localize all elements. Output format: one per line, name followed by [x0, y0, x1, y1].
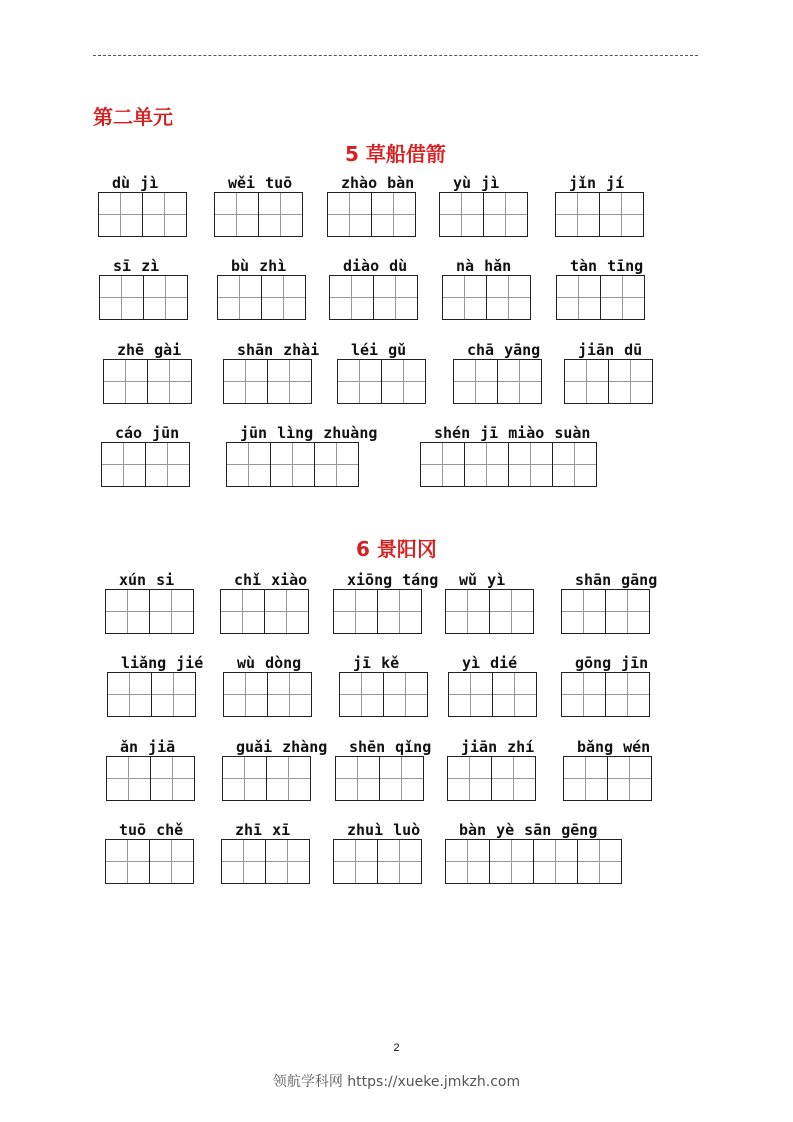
pinyin-syllable: yāng [504, 341, 541, 359]
pinyin-line [105, 571, 174, 589]
writing-cell[interactable] [486, 275, 531, 320]
writing-cell[interactable] [107, 672, 152, 717]
writing-cell[interactable] [147, 359, 192, 404]
pinyin-syllable: hǎn [484, 257, 512, 275]
tianzige-grid [103, 359, 192, 404]
pinyin-syllable: kě [381, 654, 400, 672]
pinyin-line [556, 257, 643, 275]
pinyin-syllable: gōng [575, 654, 612, 672]
pinyin-line [439, 174, 499, 192]
footer-watermark: 领航学科网 https://xueke.jmkzh.com [272, 1074, 521, 1090]
pinyin-syllable: zhuàng [323, 424, 378, 442]
lesson-title: 5 草船借箭 [345, 142, 446, 166]
tianzige-grid [335, 756, 424, 801]
pinyin-line [99, 257, 159, 275]
pinyin-line [327, 174, 414, 192]
writing-cell[interactable] [149, 589, 194, 634]
pinyin-line [220, 571, 307, 589]
writing-cell[interactable] [333, 589, 378, 634]
pinyin-syllable: suàn [554, 424, 591, 442]
writing-cell[interactable] [337, 359, 382, 404]
writing-cell[interactable] [383, 672, 428, 717]
pinyin-syllable: zhē [117, 341, 145, 359]
writing-cell[interactable] [448, 672, 493, 717]
pinyin-line [420, 424, 590, 442]
tianzige-grid [220, 589, 309, 634]
pinyin-syllable: chā [467, 341, 495, 359]
writing-cell[interactable] [105, 839, 150, 884]
pinyin-line [442, 257, 511, 275]
pinyin-line [226, 424, 377, 442]
writing-cell[interactable] [497, 359, 542, 404]
lesson-title: 6 景阳冈 [356, 537, 437, 561]
pinyin-syllable: shān [237, 341, 274, 359]
pinyin-syllable: yù [453, 174, 472, 192]
writing-cell[interactable] [265, 839, 310, 884]
writing-cell[interactable] [145, 442, 190, 487]
writing-cell[interactable] [339, 672, 384, 717]
pinyin-syllable: zhàng [282, 738, 328, 756]
writing-cell[interactable] [220, 589, 265, 634]
pinyin-syllable: gēng [561, 821, 598, 839]
pinyin-line [217, 257, 286, 275]
writing-cell[interactable] [314, 442, 359, 487]
tianzige-grid [561, 589, 650, 634]
tianzige-grid [221, 839, 310, 884]
tianzige-grid [223, 672, 312, 717]
tianzige-grid [329, 275, 418, 320]
pinyin-syllable: bàn [459, 821, 487, 839]
pinyin-line [103, 341, 181, 359]
pinyin-syllable: zhào [341, 174, 378, 192]
pinyin-line [101, 424, 179, 442]
pinyin-syllable: wù [237, 654, 256, 672]
tianzige-grid [561, 672, 650, 717]
pinyin-syllable: dié [490, 654, 518, 672]
writing-cell[interactable] [373, 275, 418, 320]
pinyin-syllable: tuō [119, 821, 147, 839]
writing-cell[interactable] [142, 192, 187, 237]
pinyin-syllable: jī [480, 424, 499, 442]
pinyin-line [561, 571, 657, 589]
pinyin-syllable: bǎng [577, 738, 614, 756]
pinyin-syllable: gāng [621, 571, 658, 589]
writing-cell[interactable] [420, 442, 465, 487]
pinyin-line [555, 174, 624, 192]
writing-cell[interactable] [379, 756, 424, 801]
pinyin-syllable: táng [402, 571, 439, 589]
tianzige-grid [453, 359, 542, 404]
pinyin-syllable: dù [389, 257, 408, 275]
pinyin-line [335, 738, 431, 756]
pinyin-line [107, 654, 203, 672]
writing-cell[interactable] [214, 192, 259, 237]
pinyin-syllable: zhī [235, 821, 263, 839]
pinyin-syllable: jiā [148, 738, 176, 756]
pinyin-syllable: lìng [277, 424, 314, 442]
tianzige-grid [563, 756, 652, 801]
writing-cell[interactable] [226, 442, 271, 487]
pinyin-syllable: zì [141, 257, 160, 275]
pinyin-syllable: jǐn [569, 174, 597, 192]
pinyin-line [561, 654, 648, 672]
pinyin-syllable: si [156, 571, 175, 589]
pinyin-line [98, 174, 158, 192]
writing-cell[interactable] [381, 359, 426, 404]
top-dashed-rule [93, 55, 698, 56]
pinyin-syllable: léi [351, 341, 379, 359]
pinyin-syllable: chǐ [234, 571, 262, 589]
pinyin-syllable: zhuì [347, 821, 384, 839]
pinyin-line [453, 341, 540, 359]
pinyin-syllable: jīn [621, 654, 649, 672]
pinyin-syllable: zhài [283, 341, 320, 359]
writing-cell[interactable] [222, 756, 267, 801]
pinyin-syllable: dū [624, 341, 643, 359]
writing-cell[interactable] [217, 275, 262, 320]
writing-cell[interactable] [453, 359, 498, 404]
pinyin-line [223, 654, 301, 672]
pinyin-line [563, 738, 650, 756]
writing-cell[interactable] [267, 359, 312, 404]
tianzige-grid [105, 839, 194, 884]
pinyin-line [337, 341, 406, 359]
writing-cell[interactable] [533, 839, 578, 884]
page-number: 2 [393, 1042, 400, 1054]
pinyin-syllable: nà [456, 257, 475, 275]
pinyin-syllable: jūn [240, 424, 268, 442]
writing-cell[interactable] [377, 839, 422, 884]
pinyin-line [214, 174, 292, 192]
pinyin-syllable: jì [481, 174, 500, 192]
pinyin-syllable: sān [524, 821, 552, 839]
writing-cell[interactable] [491, 756, 536, 801]
writing-cell[interactable] [564, 359, 609, 404]
pinyin-syllable: jūn [152, 424, 180, 442]
pinyin-line [339, 654, 399, 672]
pinyin-syllable: xiào [271, 571, 308, 589]
writing-cell[interactable] [99, 275, 144, 320]
pinyin-syllable: yè [496, 821, 515, 839]
pinyin-line [329, 257, 407, 275]
tianzige-grid [564, 359, 653, 404]
writing-cell[interactable] [270, 442, 315, 487]
writing-cell[interactable] [605, 672, 650, 717]
tianzige-grid [439, 192, 528, 237]
writing-cell[interactable] [264, 589, 309, 634]
tianzige-grid [107, 672, 196, 717]
pinyin-syllable: zhí [507, 738, 535, 756]
pinyin-syllable: liǎng [121, 654, 167, 672]
writing-cell[interactable] [149, 839, 194, 884]
writing-cell[interactable] [555, 192, 600, 237]
pinyin-line [333, 821, 420, 839]
pinyin-line [106, 738, 175, 756]
pinyin-line [222, 738, 327, 756]
pinyin-line [223, 341, 319, 359]
pinyin-syllable: cáo [115, 424, 143, 442]
writing-cell[interactable] [577, 839, 622, 884]
writing-cell[interactable] [221, 839, 266, 884]
pinyin-line [105, 821, 183, 839]
writing-cell[interactable] [105, 589, 150, 634]
pinyin-syllable: dù [112, 174, 131, 192]
tianzige-grid [327, 192, 416, 237]
tianzige-grid [339, 672, 428, 717]
pinyin-syllable: wén [623, 738, 651, 756]
tianzige-grid [101, 442, 190, 487]
writing-cell[interactable] [492, 672, 537, 717]
pinyin-syllable: bàn [387, 174, 415, 192]
pinyin-syllable: gǔ [388, 341, 407, 359]
pinyin-syllable: tuō [265, 174, 293, 192]
writing-cell[interactable] [556, 275, 601, 320]
writing-cell[interactable] [106, 756, 151, 801]
pinyin-syllable: yì [462, 654, 481, 672]
writing-cell[interactable] [600, 275, 645, 320]
writing-cell[interactable] [329, 275, 374, 320]
writing-cell[interactable] [563, 756, 608, 801]
pinyin-syllable: jì [140, 174, 159, 192]
tianzige-grid [99, 275, 188, 320]
writing-cell[interactable] [445, 589, 490, 634]
writing-cell[interactable] [371, 192, 416, 237]
pinyin-syllable: tīng [607, 257, 644, 275]
pinyin-syllable: jiān [578, 341, 615, 359]
writing-cell[interactable] [561, 672, 606, 717]
tianzige-grid [223, 359, 312, 404]
pinyin-syllable: dòng [265, 654, 302, 672]
writing-cell[interactable] [442, 275, 487, 320]
pinyin-syllable: zhì [259, 257, 287, 275]
tianzige-grid [217, 275, 306, 320]
writing-cell[interactable] [508, 442, 553, 487]
pinyin-line [445, 571, 505, 589]
pinyin-syllable: yì [487, 571, 506, 589]
pinyin-syllable: shén [434, 424, 471, 442]
writing-cell[interactable] [483, 192, 528, 237]
tianzige-grid [333, 589, 422, 634]
pinyin-syllable: bù [231, 257, 250, 275]
pinyin-syllable: ǎn [120, 738, 139, 756]
writing-cell[interactable] [608, 359, 653, 404]
tianzige-grid [106, 756, 195, 801]
writing-cell[interactable] [150, 756, 195, 801]
writing-cell[interactable] [223, 359, 268, 404]
writing-cell[interactable] [377, 589, 422, 634]
tianzige-grid [420, 442, 597, 487]
writing-cell[interactable] [607, 756, 652, 801]
writing-cell[interactable] [489, 589, 534, 634]
writing-cell[interactable] [267, 672, 312, 717]
pinyin-syllable: shēn [349, 738, 386, 756]
writing-cell[interactable] [327, 192, 372, 237]
tianzige-grid [448, 672, 537, 717]
writing-cell[interactable] [599, 192, 644, 237]
pinyin-syllable: tàn [570, 257, 598, 275]
tianzige-grid [445, 839, 622, 884]
pinyin-line [333, 571, 438, 589]
tianzige-grid [337, 359, 426, 404]
pinyin-syllable: chě [156, 821, 184, 839]
tianzige-grid [555, 192, 644, 237]
writing-cell[interactable] [261, 275, 306, 320]
pinyin-line [221, 821, 290, 839]
pinyin-syllable: qǐng [395, 738, 432, 756]
pinyin-syllable: xiōng [347, 571, 393, 589]
writing-cell[interactable] [98, 192, 143, 237]
pinyin-syllable: xún [119, 571, 147, 589]
tianzige-grid [105, 589, 194, 634]
tianzige-grid [214, 192, 303, 237]
writing-cell[interactable] [103, 359, 148, 404]
pinyin-syllable: shān [575, 571, 612, 589]
tianzige-grid [442, 275, 531, 320]
tianzige-grid [333, 839, 422, 884]
pinyin-syllable: wěi [228, 174, 256, 192]
writing-cell[interactable] [266, 756, 311, 801]
unit-title: 第二单元 [93, 105, 173, 129]
tianzige-grid [98, 192, 187, 237]
writing-cell[interactable] [489, 839, 534, 884]
pinyin-syllable: miào [508, 424, 545, 442]
writing-cell[interactable] [151, 672, 196, 717]
writing-cell[interactable] [464, 442, 509, 487]
tianzige-grid [445, 589, 534, 634]
pinyin-syllable: gài [154, 341, 182, 359]
pinyin-line [445, 821, 597, 839]
pinyin-syllable: diào [343, 257, 380, 275]
writing-cell[interactable] [258, 192, 303, 237]
pinyin-syllable: jí [606, 174, 625, 192]
writing-cell[interactable] [447, 756, 492, 801]
writing-cell[interactable] [445, 839, 490, 884]
writing-cell[interactable] [143, 275, 188, 320]
pinyin-line [564, 341, 642, 359]
tianzige-grid [556, 275, 645, 320]
pinyin-syllable: jiān [461, 738, 498, 756]
writing-cell[interactable] [552, 442, 597, 487]
tianzige-grid [222, 756, 311, 801]
writing-cell[interactable] [333, 839, 378, 884]
writing-cell[interactable] [605, 589, 650, 634]
writing-cell[interactable] [335, 756, 380, 801]
pinyin-syllable: sī [113, 257, 132, 275]
writing-cell[interactable] [439, 192, 484, 237]
pinyin-syllable: luò [393, 821, 421, 839]
pinyin-line [447, 738, 534, 756]
tianzige-grid [226, 442, 359, 487]
pinyin-syllable: wǔ [459, 571, 478, 589]
pinyin-syllable: xī [272, 821, 291, 839]
pinyin-syllable: jié [176, 654, 204, 672]
pinyin-syllable: jī [353, 654, 372, 672]
writing-cell[interactable] [101, 442, 146, 487]
pinyin-line [448, 654, 517, 672]
tianzige-grid [447, 756, 536, 801]
writing-cell[interactable] [561, 589, 606, 634]
pinyin-syllable: guǎi [236, 738, 273, 756]
writing-cell[interactable] [223, 672, 268, 717]
